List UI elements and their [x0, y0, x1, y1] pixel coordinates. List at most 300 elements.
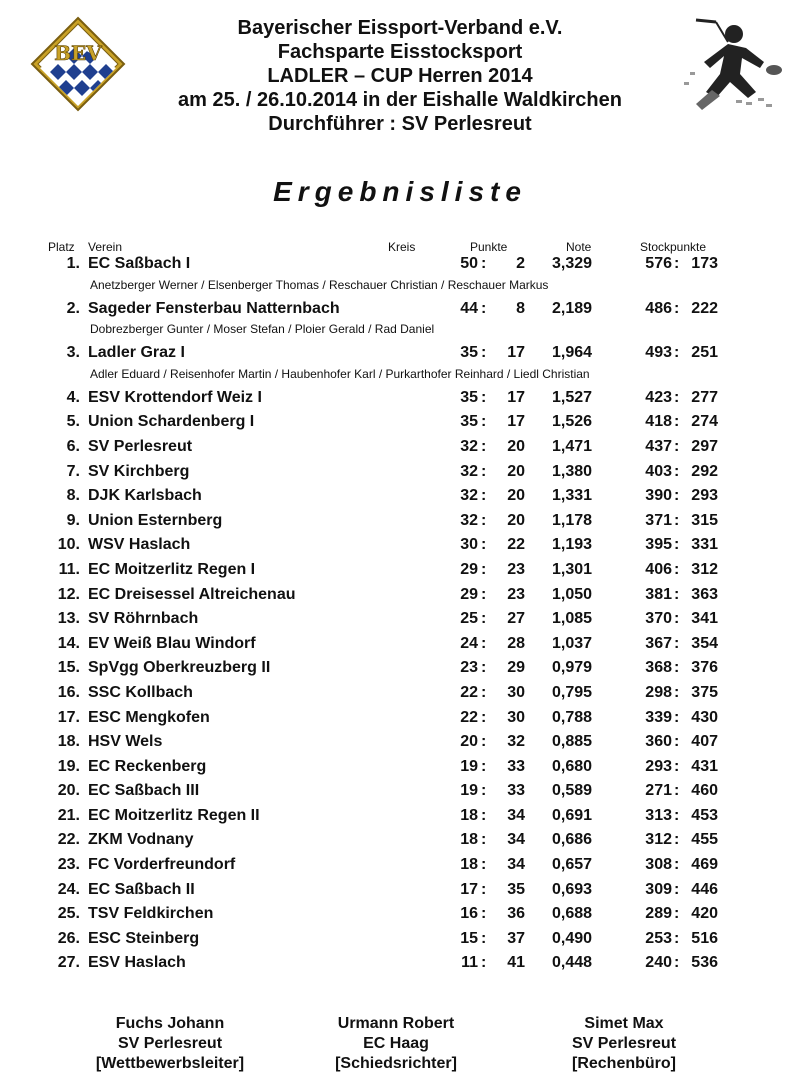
stock-points-separator: :	[674, 905, 680, 923]
points-for-cell: 32	[460, 437, 478, 455]
stock-points-for-cell: 360	[645, 733, 672, 751]
points-separator: :	[481, 733, 487, 751]
stock-points-separator: :	[674, 659, 680, 677]
points-separator: :	[481, 560, 487, 578]
team-cell: ESV Haslach	[88, 954, 186, 972]
stock-points-for-cell: 293	[645, 757, 672, 775]
rank-cell: 1.	[66, 255, 80, 272]
team-cell: HSV Wels	[88, 733, 163, 751]
stock-points-against-cell: 354	[691, 634, 718, 652]
players-list: Anetzberger Werner / Elsenberger Thomas / Reschauer Christian / Reschauer Markus	[90, 277, 549, 292]
points-against-cell: 20	[507, 437, 525, 455]
rank-cell: 6.	[66, 437, 80, 455]
note-cell: 0,688	[552, 905, 593, 923]
rank-cell: 12.	[57, 585, 80, 603]
points-separator: :	[481, 683, 487, 701]
rank-cell: 3.	[66, 344, 80, 362]
points-against-cell: 23	[507, 560, 525, 578]
note-cell: 1,037	[552, 634, 593, 652]
note-cell: 1,050	[552, 585, 593, 603]
stock-points-for-cell: 367	[645, 634, 672, 652]
stocksport-logo	[676, 12, 786, 112]
rank-cell: 7.	[66, 462, 80, 480]
stock-points-separator: :	[674, 413, 680, 431]
table-row	[0, 828, 800, 853]
points-separator: :	[481, 585, 487, 603]
stock-points-for-cell: 253	[645, 929, 672, 947]
table-row	[0, 484, 800, 509]
signature-club: EC Haag	[363, 1035, 429, 1052]
points-against-cell: 17	[507, 344, 525, 362]
note-cell: 1,193	[552, 536, 593, 554]
points-for-cell: 18	[460, 831, 478, 849]
points-against-cell: 20	[507, 487, 525, 505]
points-separator: :	[481, 437, 487, 455]
points-separator: :	[481, 344, 487, 362]
points-against-cell: 22	[507, 536, 525, 554]
team-cell: EC Saßbach III	[88, 782, 200, 800]
stock-points-against-cell: 341	[691, 610, 718, 628]
points-separator: :	[481, 954, 487, 972]
points-against-cell: 41	[507, 954, 525, 972]
stock-points-separator: :	[674, 880, 680, 898]
stock-points-against-cell: 274	[691, 413, 718, 431]
stock-points-for-cell: 240	[645, 954, 672, 972]
header-cup: LADLER – CUP Herren 2014	[267, 65, 533, 87]
stock-points-against-cell: 453	[691, 806, 718, 824]
points-against-cell: 33	[507, 782, 525, 800]
stock-points-separator: :	[674, 585, 680, 603]
bev-diamond-logo-icon	[30, 16, 126, 112]
stock-points-for-cell: 406	[645, 560, 672, 578]
rank-cell: 19.	[57, 757, 80, 775]
stock-points-against-cell: 455	[691, 831, 718, 849]
team-cell: ZKM Vodnany	[88, 831, 194, 849]
note-cell: 0,979	[552, 659, 593, 677]
note-cell: 1,380	[552, 462, 593, 480]
table-row	[0, 878, 800, 903]
points-for-cell: 32	[460, 511, 478, 529]
points-for-cell: 22	[460, 683, 478, 701]
stock-points-separator: :	[674, 708, 680, 726]
team-players-row	[0, 366, 800, 386]
team-cell: TSV Feldkirchen	[88, 905, 214, 923]
points-separator: :	[481, 831, 487, 849]
stock-points-against-cell: 277	[691, 388, 718, 406]
note-cell: 0,589	[552, 782, 593, 800]
stock-points-against-cell: 375	[691, 683, 718, 701]
rank-cell: 20.	[57, 782, 80, 800]
points-against-cell: 33	[507, 757, 525, 775]
header-organizer: Durchführer : SV Perlesreut	[268, 113, 532, 135]
table-row	[0, 706, 800, 731]
stock-points-separator: :	[674, 560, 680, 578]
points-against-cell: 34	[507, 806, 525, 824]
signature-block-1	[60, 1014, 280, 1074]
table-row	[0, 410, 800, 435]
rank-cell: 8.	[66, 487, 80, 505]
stock-points-against-cell: 331	[691, 536, 718, 554]
stock-points-for-cell: 486	[645, 299, 672, 317]
stock-points-against-cell: 469	[691, 856, 718, 874]
column-header-platz: Platz	[48, 240, 75, 254]
team-cell: SSC Kollbach	[88, 683, 193, 701]
stock-points-separator: :	[674, 683, 680, 701]
points-for-cell: 18	[460, 856, 478, 874]
results-table	[0, 252, 800, 976]
stock-points-separator: :	[674, 733, 680, 751]
rank-cell: 11.	[58, 560, 80, 578]
stock-points-against-cell: 407	[691, 733, 718, 751]
points-for-cell: 15	[460, 929, 478, 947]
note-cell: 0,448	[552, 954, 593, 972]
table-row	[0, 632, 800, 657]
team-cell: EV Weiß Blau Windorf	[88, 634, 256, 652]
points-against-cell: 23	[507, 585, 525, 603]
column-header-punkte: Punkte	[470, 240, 508, 254]
stock-points-separator: :	[674, 954, 680, 972]
note-cell: 1,178	[552, 511, 593, 529]
table-row	[0, 804, 800, 829]
signature-role: [Wettbewerbsleiter]	[95, 1055, 245, 1072]
points-for-cell: 19	[460, 757, 478, 775]
team-cell: ESC Steinberg	[88, 929, 200, 947]
points-separator: :	[481, 757, 487, 775]
points-separator: :	[481, 659, 487, 677]
table-row	[0, 297, 800, 322]
note-cell: 3,329	[552, 255, 593, 272]
team-cell: EC Saßbach II	[88, 880, 195, 898]
players-list: Adler Eduard / Reisenhofer Martin / Haubenhofer Karl / Purkarthofer Reinhard / Liedl Christian	[90, 366, 590, 381]
team-cell: EC Moitzerlitz Regen II	[88, 806, 260, 824]
team-cell: ESV Krottendorf Weiz I	[88, 388, 262, 406]
points-against-cell: 17	[507, 388, 525, 406]
points-for-cell: 35	[460, 413, 478, 431]
stock-points-for-cell: 437	[645, 437, 672, 455]
rank-cell: 5.	[66, 413, 80, 431]
team-cell: WSV Haslach	[88, 536, 191, 554]
stock-points-separator: :	[674, 487, 680, 505]
rank-cell: 10.	[57, 536, 80, 554]
stock-points-for-cell: 339	[645, 708, 672, 726]
points-for-cell: 19	[460, 782, 478, 800]
note-cell: 1,301	[552, 560, 593, 578]
signature-name: Urmann Robert	[337, 1015, 455, 1032]
rank-cell: 27.	[57, 954, 80, 972]
points-separator: :	[481, 806, 487, 824]
note-cell: 0,691	[552, 806, 593, 824]
rank-cell: 16.	[57, 683, 80, 701]
header-division: Fachsparte Eisstocksport	[277, 41, 523, 63]
stock-points-against-cell: 251	[691, 344, 718, 362]
table-row	[0, 460, 800, 485]
stock-points-for-cell: 289	[645, 905, 672, 923]
points-separator: :	[481, 610, 487, 628]
stock-points-against-cell: 446	[691, 880, 718, 898]
points-separator: :	[481, 782, 487, 800]
stock-points-against-cell: 460	[691, 782, 718, 800]
rank-cell: 26.	[57, 929, 80, 947]
points-separator: :	[481, 462, 487, 480]
points-against-cell: 37	[507, 929, 525, 947]
note-cell: 0,693	[552, 880, 593, 898]
points-for-cell: 17	[460, 880, 478, 898]
bev-logo	[30, 16, 126, 112]
stock-points-against-cell: 420	[691, 905, 718, 923]
note-cell: 1,526	[552, 413, 593, 431]
stock-points-against-cell: 536	[691, 954, 718, 972]
header-date-venue: am 25. / 26.10.2014 in der Eishalle Waldkirchen	[178, 89, 622, 111]
points-for-cell: 35	[460, 344, 478, 362]
points-for-cell: 35	[460, 388, 478, 406]
table-row	[0, 755, 800, 780]
rank-cell: 18.	[57, 733, 80, 751]
stock-points-separator: :	[674, 511, 680, 529]
stock-points-against-cell: 173	[691, 255, 718, 272]
rank-cell: 17.	[57, 708, 80, 726]
rank-cell: 21.	[57, 806, 80, 824]
table-row	[0, 386, 800, 411]
table-row	[0, 509, 800, 534]
team-cell: Sageder Fensterbau Natternbach	[88, 299, 340, 317]
note-cell: 1,527	[552, 388, 593, 406]
column-header-kreis: Kreis	[388, 240, 416, 254]
points-against-cell: 29	[507, 659, 525, 677]
points-for-cell: 23	[460, 659, 478, 677]
signature-block-3	[514, 1014, 734, 1074]
team-cell: SV Kirchberg	[88, 462, 190, 480]
stock-points-for-cell: 298	[645, 683, 672, 701]
stock-points-for-cell: 313	[645, 806, 672, 824]
points-against-cell: 27	[507, 610, 525, 628]
table-row	[0, 927, 800, 952]
rank-cell: 13.	[57, 610, 80, 628]
points-separator: :	[481, 708, 487, 726]
stock-points-for-cell: 390	[645, 487, 672, 505]
stock-points-separator: :	[674, 299, 680, 317]
team-cell: Ladler Graz I	[88, 344, 185, 362]
points-for-cell: 18	[460, 806, 478, 824]
points-against-cell: 17	[507, 413, 525, 431]
stock-points-for-cell: 423	[645, 388, 672, 406]
rank-cell: 23.	[57, 856, 80, 874]
table-row	[0, 607, 800, 632]
stock-points-separator: :	[674, 856, 680, 874]
stock-points-against-cell: 376	[691, 659, 718, 677]
stock-points-for-cell: 370	[645, 610, 672, 628]
points-separator: :	[481, 255, 487, 272]
ice-stock-player-icon	[676, 12, 786, 112]
stock-points-separator: :	[674, 255, 680, 272]
table-row	[0, 252, 800, 277]
signature-role: [Rechenbüro]	[572, 1055, 676, 1072]
rank-cell: 14.	[57, 634, 80, 652]
stock-points-separator: :	[674, 536, 680, 554]
points-for-cell: 29	[460, 585, 478, 603]
stock-points-for-cell: 309	[645, 880, 672, 898]
players-list: Dobrezberger Gunter / Moser Stefan / Ploier Gerald / Rad Daniel	[90, 322, 435, 337]
note-cell: 0,490	[552, 929, 593, 947]
table-row	[0, 435, 800, 460]
points-separator: :	[481, 929, 487, 947]
team-cell: DJK Karlsbach	[88, 487, 202, 505]
note-cell: 0,885	[552, 733, 593, 751]
stock-points-separator: :	[674, 634, 680, 652]
points-separator: :	[481, 413, 487, 431]
stock-points-separator: :	[674, 806, 680, 824]
points-for-cell: 50	[460, 255, 478, 272]
points-for-cell: 25	[460, 610, 478, 628]
points-separator: :	[481, 299, 487, 317]
note-cell: 0,686	[552, 831, 593, 849]
points-against-cell: 20	[507, 511, 525, 529]
points-against-cell: 8	[516, 299, 525, 317]
team-cell: SpVgg Oberkreuzberg II	[88, 659, 271, 677]
table-row	[0, 730, 800, 755]
stock-points-against-cell: 297	[691, 437, 718, 455]
team-players-row	[0, 277, 800, 297]
signature-club: SV Perlesreut	[571, 1035, 677, 1052]
table-row	[0, 533, 800, 558]
points-for-cell: 24	[460, 634, 478, 652]
stock-points-against-cell: 292	[691, 462, 718, 480]
signature-role: [Schiedsrichter]	[335, 1055, 457, 1072]
document-header	[130, 16, 670, 136]
table-row	[0, 656, 800, 681]
stock-points-for-cell: 381	[645, 585, 672, 603]
team-cell: SV Perlesreut	[88, 437, 193, 455]
stock-points-for-cell: 371	[645, 511, 672, 529]
rank-cell: 25.	[57, 905, 80, 923]
points-against-cell: 36	[507, 905, 525, 923]
points-against-cell: 28	[507, 634, 525, 652]
column-header-stockpunkte: Stockpunkte	[640, 240, 707, 254]
points-against-cell: 30	[507, 708, 525, 726]
stock-points-for-cell: 576	[645, 255, 672, 272]
table-row	[0, 902, 800, 927]
signature-block-2	[286, 1014, 506, 1074]
logo-text: BEV	[54, 41, 102, 65]
stock-points-against-cell: 431	[691, 757, 718, 775]
points-separator: :	[481, 905, 487, 923]
points-for-cell: 11	[461, 954, 478, 972]
stock-points-against-cell: 312	[691, 560, 718, 578]
stock-points-against-cell: 293	[691, 487, 718, 505]
signature-name: Fuchs Johann	[115, 1015, 225, 1032]
stock-points-for-cell: 271	[645, 782, 672, 800]
points-separator: :	[481, 856, 487, 874]
note-cell: 2,189	[552, 299, 593, 317]
points-for-cell: 30	[460, 536, 478, 554]
stock-points-separator: :	[674, 831, 680, 849]
table-row	[0, 853, 800, 878]
rank-cell: 24.	[57, 880, 80, 898]
stock-points-for-cell: 368	[645, 659, 672, 677]
team-cell: ESC Mengkofen	[88, 708, 210, 726]
points-separator: :	[481, 536, 487, 554]
points-against-cell: 32	[507, 733, 525, 751]
note-cell: 0,795	[552, 683, 593, 701]
team-cell: Union Schardenberg I	[88, 413, 255, 431]
points-for-cell: 16	[460, 905, 478, 923]
stock-points-against-cell: 222	[691, 299, 718, 317]
table-row	[0, 951, 800, 976]
points-for-cell: 22	[460, 708, 478, 726]
team-cell: Union Esternberg	[88, 511, 223, 529]
stock-points-for-cell: 395	[645, 536, 672, 554]
stock-points-separator: :	[674, 437, 680, 455]
note-cell: 0,657	[552, 856, 593, 874]
points-separator: :	[481, 388, 487, 406]
points-separator: :	[481, 511, 487, 529]
points-separator: :	[481, 634, 487, 652]
header-federation: Bayerischer Eissport-Verband e.V.	[237, 17, 563, 39]
stock-points-separator: :	[674, 462, 680, 480]
table-row	[0, 779, 800, 804]
note-cell: 1,471	[552, 437, 593, 455]
column-header-note: Note	[566, 240, 592, 254]
stock-points-separator: :	[674, 782, 680, 800]
column-header-verein: Verein	[88, 240, 123, 254]
points-against-cell: 34	[507, 856, 525, 874]
points-for-cell: 32	[460, 487, 478, 505]
stock-points-for-cell: 308	[645, 856, 672, 874]
team-cell: EC Reckenberg	[88, 757, 207, 775]
points-for-cell: 32	[460, 462, 478, 480]
stock-points-against-cell: 516	[691, 929, 718, 947]
rank-cell: 15.	[57, 659, 80, 677]
table-row	[0, 583, 800, 608]
points-against-cell: 20	[507, 462, 525, 480]
stock-points-against-cell: 430	[691, 708, 718, 726]
stock-points-for-cell: 403	[645, 462, 672, 480]
note-cell: 1,964	[552, 344, 593, 362]
document-title: Ergebnisliste	[273, 176, 527, 207]
stock-points-separator: :	[674, 388, 680, 406]
rank-cell: 9.	[66, 511, 80, 529]
rank-cell: 4.	[66, 388, 80, 406]
points-against-cell: 35	[507, 880, 525, 898]
team-cell: EC Dreisessel Altreichenau	[88, 585, 296, 603]
note-cell: 0,788	[552, 708, 593, 726]
team-cell: SV Röhrnbach	[88, 610, 199, 628]
points-for-cell: 29	[460, 560, 478, 578]
points-against-cell: 34	[507, 831, 525, 849]
points-against-cell: 30	[507, 683, 525, 701]
stock-points-for-cell: 493	[645, 344, 672, 362]
team-cell: EC Saßbach I	[88, 255, 191, 272]
note-cell: 1,085	[552, 610, 593, 628]
stock-points-against-cell: 363	[691, 585, 718, 603]
points-for-cell: 44	[460, 299, 478, 317]
points-against-cell: 2	[516, 255, 525, 272]
points-separator: :	[481, 487, 487, 505]
points-for-cell: 20	[460, 733, 478, 751]
stock-points-against-cell: 315	[691, 511, 718, 529]
note-cell: 1,331	[552, 487, 593, 505]
signature-name: Simet Max	[584, 1015, 664, 1032]
rank-cell: 22.	[57, 831, 80, 849]
table-row	[0, 558, 800, 583]
table-row	[0, 341, 800, 366]
team-cell: EC Moitzerlitz Regen I	[88, 560, 256, 578]
table-row	[0, 681, 800, 706]
stock-points-separator: :	[674, 929, 680, 947]
points-separator: :	[481, 880, 487, 898]
signature-club: SV Perlesreut	[117, 1035, 223, 1052]
team-players-row	[0, 321, 800, 341]
stock-points-separator: :	[674, 610, 680, 628]
